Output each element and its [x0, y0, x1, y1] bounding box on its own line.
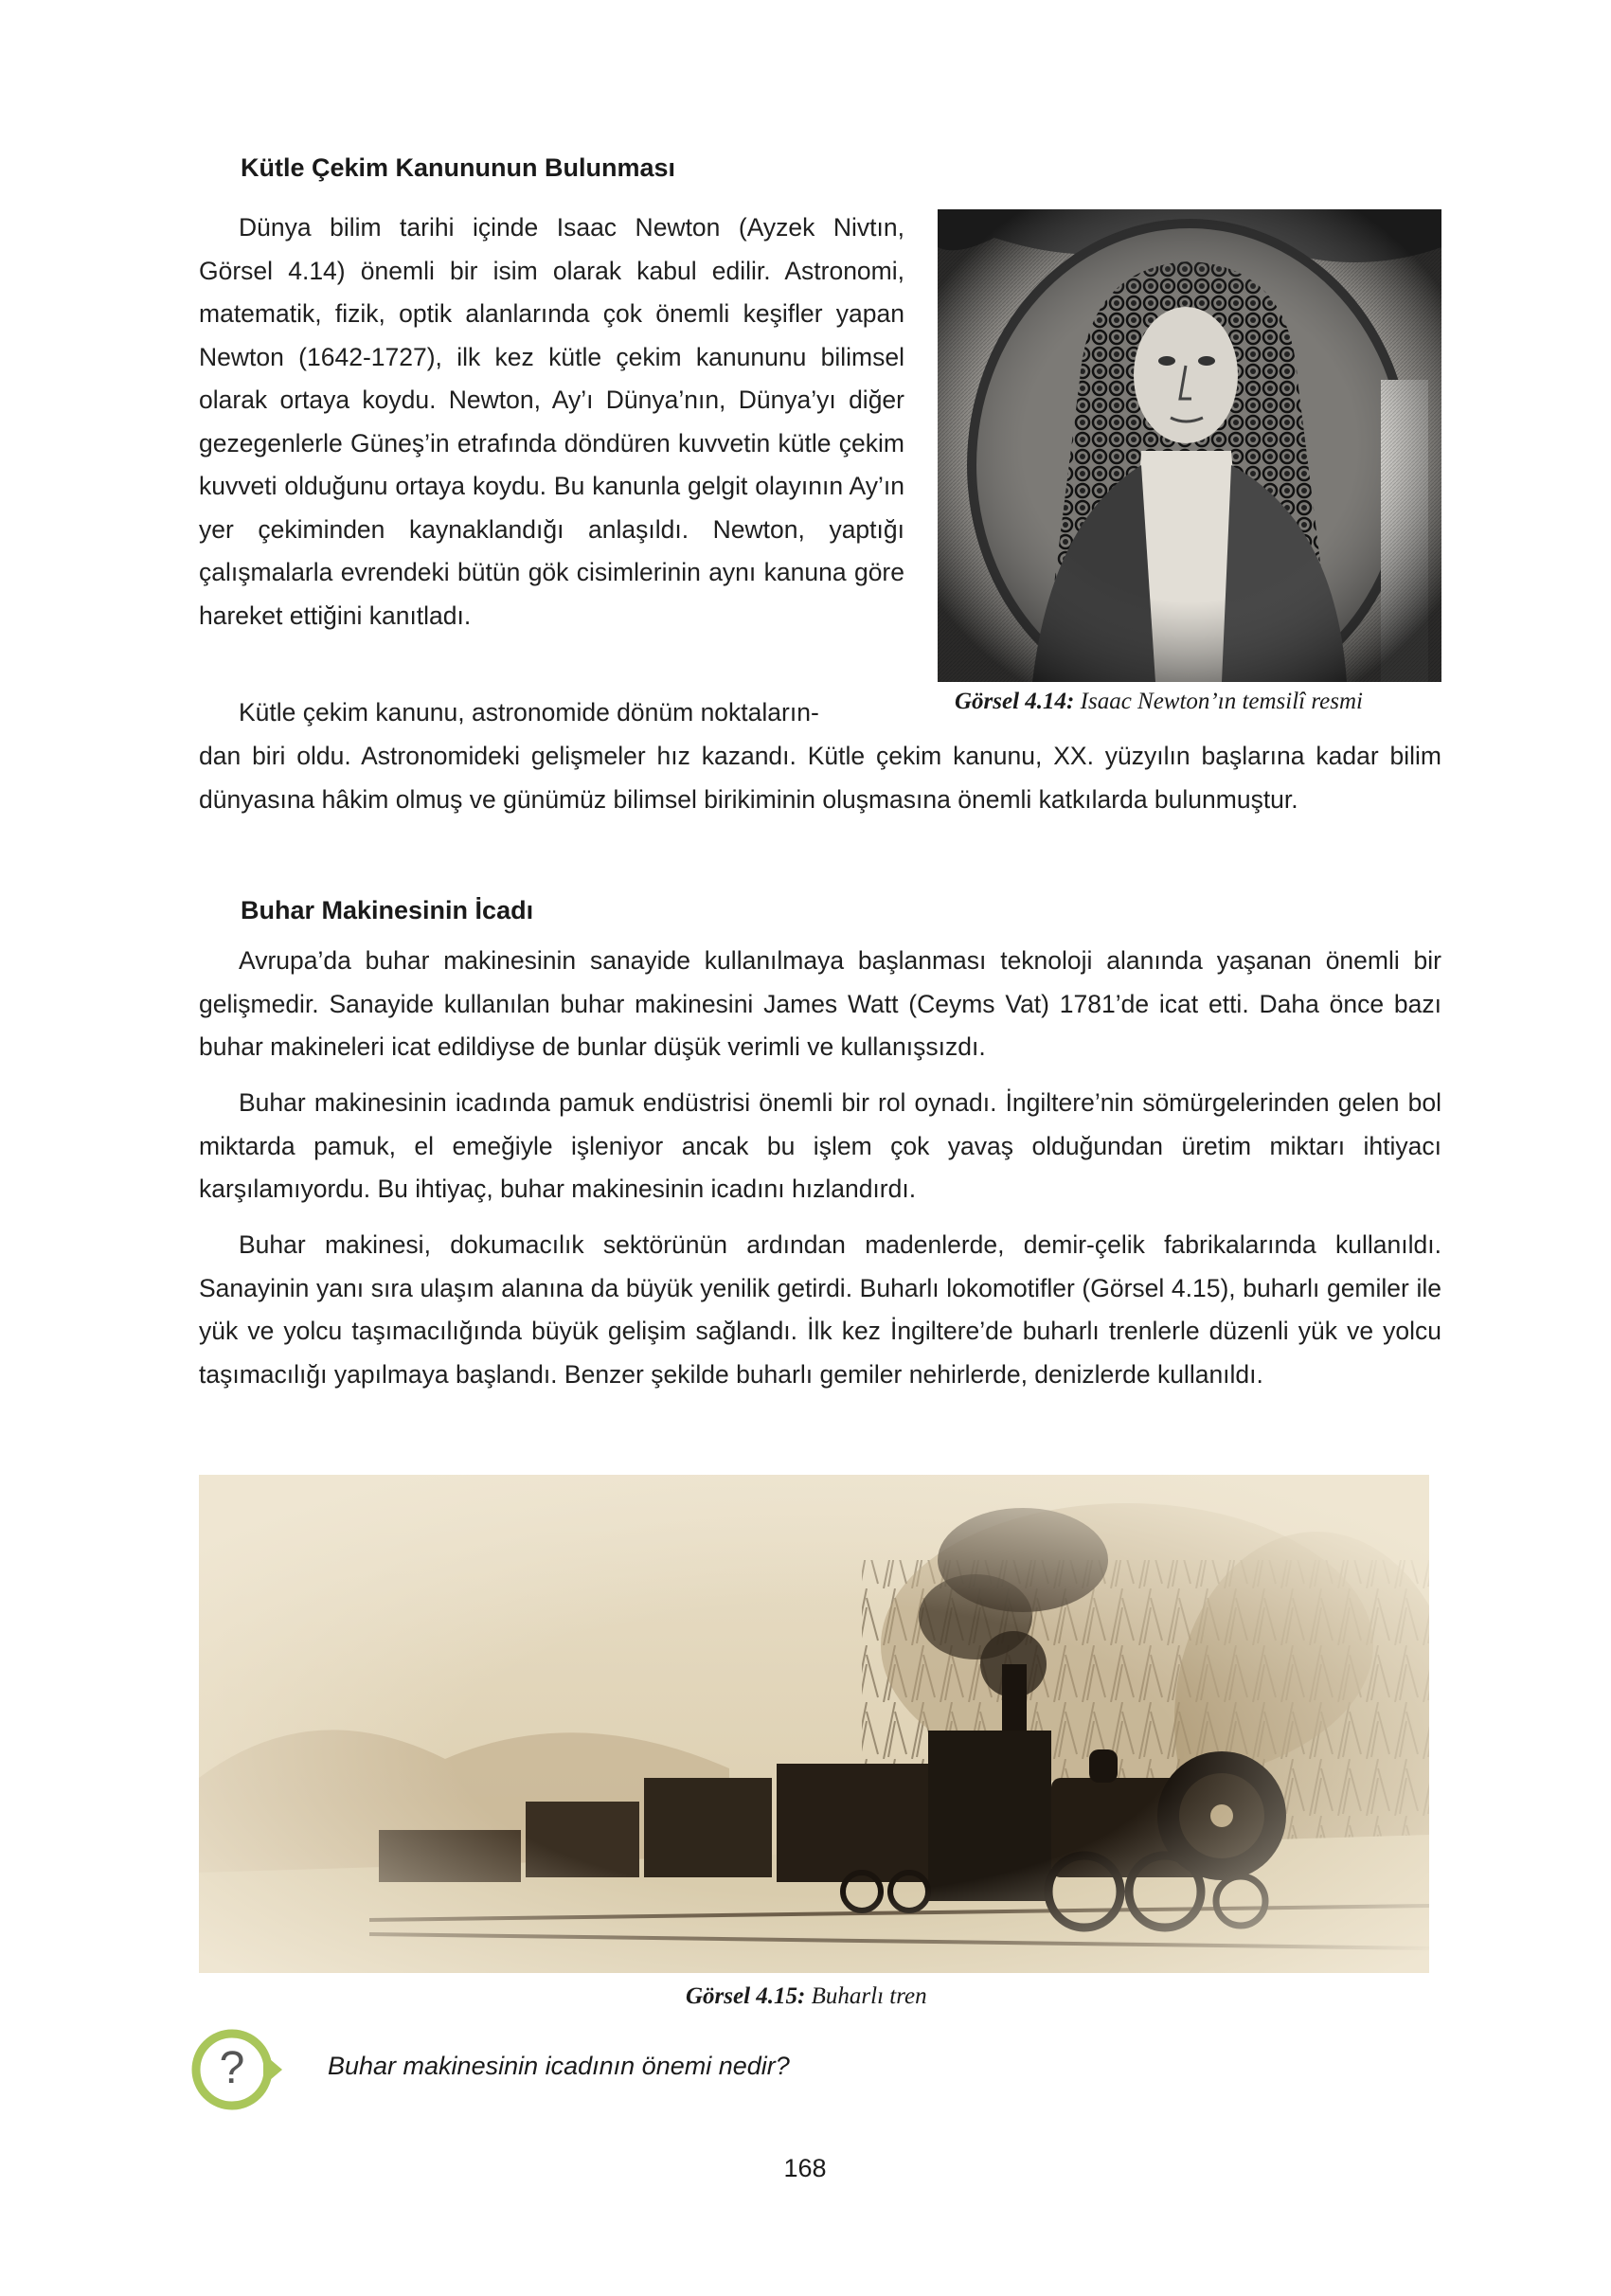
- paragraph-steam-1: Avrupa’da buhar makinesinin sanayide kullanılmaya başlanması teknoloji alanında yaşanan önemli bir gelişmedir. Sanayide kullanılan buhar makinesini James Watt (Ceyms Vat) 1781’de icat etti. Daha önce bazı buhar makineleri icat edildiyse de bunlar düşük verimli ve kullanışsızdı.: [199, 946, 1441, 1061]
- figure-caption-newton: [955, 689, 1363, 715]
- paragraph-gravity-line: Kütle çekim kanunu, astronomide dönüm noktaların-: [239, 698, 819, 726]
- steam-train-photo: [199, 1475, 1429, 1973]
- section-heading-gravity: Kütle Çekim Kanununun Bulunması: [241, 153, 676, 182]
- paragraph-steam-2: Buhar makinesinin icadında pamuk endüstrisi önemli bir rol oynadı. İngiltere’nin sömürgelerinden gelen bol miktarda pamuk, el emeğiyle işleniyor ancak bu işlem çok yavaş olduğundan üretim miktarı ihtiyacı karşılamıyordu. Bu ihtiyaç, buhar makinesinin icadını hızlandırdı.: [199, 1088, 1441, 1203]
- caption-text: Isaac Newton’ın temsilî resmi: [1074, 689, 1363, 714]
- paragraph-steam-3: Buhar makinesi, dokumacılık sektörünün ardından madenlerde, demir-çelik fabrikalarında kullanıldı. Sanayinin yanı sıra ulaşım alanına da büyük yenilik getirdi. Buharlı lokomotifler (Görsel 4.15), buharlı gemiler ile yük ve yolcu taşımacılığında büyük gelişim sağlandı. İlk kez İngiltere’de buharlı trenlerle düzenli yük ve yolcu taşımacılığı yapılmaya başlandı. Benzer şekilde buharlı gemiler nehirlerde, denizlerde kullanıldı.: [199, 1230, 1441, 1389]
- question-icon: [189, 2025, 286, 2114]
- newton-engraving-image: [938, 209, 1441, 682]
- section-heading-steam: Buhar Makinesinin İcadı: [241, 896, 534, 924]
- page-number: 168: [783, 2154, 827, 2182]
- caption-text: Buharlı tren: [805, 1983, 927, 2009]
- figure-caption-train: [686, 1983, 927, 2010]
- question-mark-symbol: ?: [219, 2043, 245, 2093]
- paragraph-gravity-rest: dan biri oldu. Astronomideki gelişmeler hız kazandı. Kütle çekim kanunu, XX. yüzyılın başlarına kadar bilim dünyasına hâkim olmuş ve günümüz bilimsel birikiminin oluşmasına önemli katkılarda bulunmuştur.: [199, 742, 1441, 814]
- paragraph-newton: Dünya bilim tarihi içinde Isaac Newton (Ayzek Nivtın, Görsel 4.14) önemli bir isim olarak kabul edilir. Astronomi, matematik, fizik, optik alanlarında çok önemli keşifler yapan Newton (1642-1727), ilk kez kütle çekim kanununu bilimsel olarak ortaya koydu. Newton, Ay’ı Dünya’nın, Dünya’yı diğer gezegenlerle Güneş’in etrafında döndüren kuvvetin kütle çekim kuvveti olduğunu ortaya koydu. Bu kanunla gelgit olayının Ay’ın yer çekiminden kaynaklandığı anlaşıldı. Newton, yaptığı çalışmalarla evrendeki bütün gök cisimlerinin aynı kanuna göre hareket ettiğini kanıtladı.: [199, 213, 904, 630]
- caption-label: Görsel 4.14:: [955, 689, 1075, 714]
- question-text: Buhar makinesinin icadının önemi nedir?: [328, 2052, 790, 2080]
- newton-portrait: [938, 209, 1441, 682]
- caption-label: Görsel 4.15:: [686, 1983, 806, 2009]
- steam-train-image: [199, 1475, 1429, 1973]
